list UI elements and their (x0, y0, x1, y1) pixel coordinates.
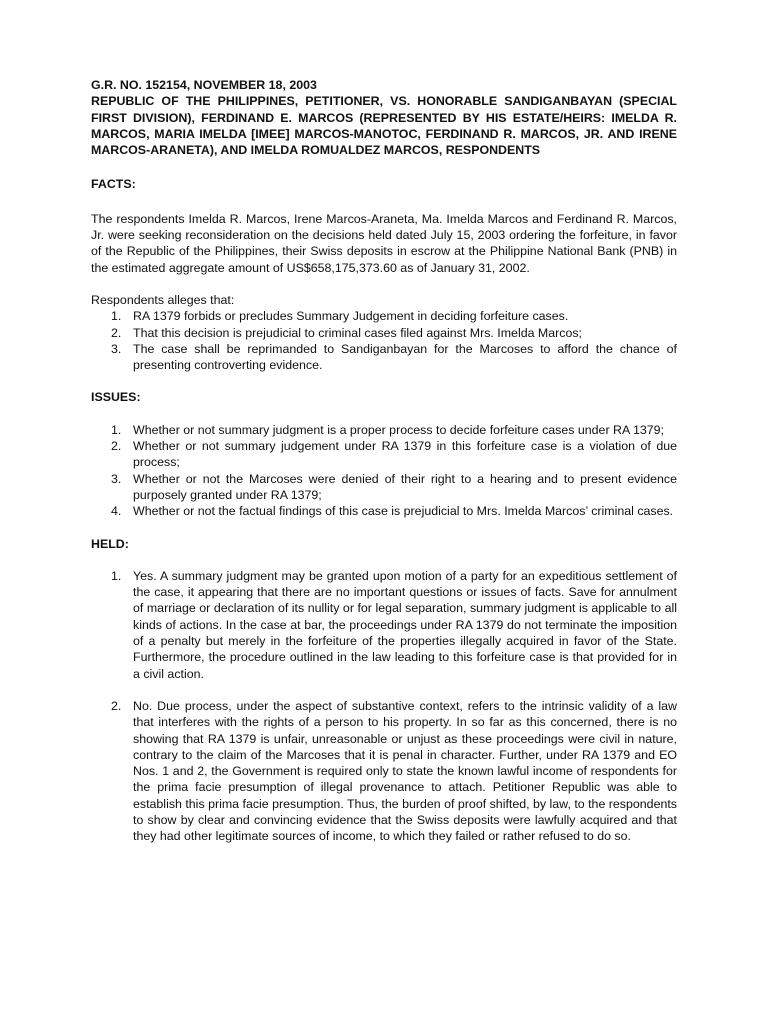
list-item (91, 308, 677, 324)
list-item (91, 422, 677, 438)
list-text: Whether or not summary judgement under RA 1379 in this forfeiture case is a violation of due process; (133, 439, 677, 470)
document-body (91, 77, 677, 845)
list-item (91, 471, 677, 504)
list-number: 3. (111, 341, 122, 356)
list-item (91, 341, 677, 374)
list-text: RA 1379 forbids or precludes Summary Judgement in deciding forfeiture cases. (133, 309, 569, 324)
allegations-list (91, 308, 677, 373)
list-number: 1. (111, 309, 122, 324)
facts-heading: FACTS: (91, 177, 136, 192)
list-number: 4. (111, 504, 122, 519)
list-text: Whether or not the factual findings of this case is prejudicial to Mrs. Imelda Marcos’ criminal cases. (133, 504, 674, 519)
list-text: Yes. A summary judgment may be granted upon motion of a party for an expeditious settlement of the case, it appearing that there are no important questions or issues of facts. Save for annulment of marriage or declaration of its nullity or for legal separation, summary judgment is applicable to all kinds of actions. In the case at bar, the proceedings under RA 1379 do not terminate the imposition of a penalty but merely in the forfeiture of the properties illegally acquired in favor of the State. Furthermore, the procedure outlined in the law leading to this forfeiture case is that provided for in a civil action. (133, 568, 677, 681)
list-item (91, 325, 677, 341)
issues-list (91, 422, 677, 520)
list-number: 1. (111, 422, 122, 437)
list-text: No. Due process, under the aspect of substantive context, refers to the intrinsic validity of a law that interferes with the rights of a person to his property. In so far as this concerned, there is no showing that RA 1379 is unfair, unreasonable or unjust as these proceedings were civil in nature, contrary to the claim of the Marcoses that it is penal in character. Further, under RA 1379 and EO Nos. 1 and 2, the Government is required only to state the known lawful income of respondents for the prima facie presumption of illegal provenance to attach. Petitioner Republic was able to establish this prima facie presumption. Thus, the burden of proof shifted, by law, to the respondents to show by clear and convincing evidence that the Swiss deposits were lawfully acquired and that they had other legitimate sources of income, to which they failed or rather refused to do so. (133, 698, 677, 844)
list-number: 1. (111, 568, 122, 583)
list-item (91, 698, 677, 845)
list-text: That this decision is prejudicial to criminal cases filed against Mrs. Imelda Marcos; (133, 325, 582, 340)
list-text: Whether or not the Marcoses were denied of their right to a hearing and to present evidence purposely granted under RA 1379; (133, 471, 677, 502)
list-number: 2. (111, 439, 122, 454)
list-number: 2. (111, 698, 122, 713)
held-list (91, 568, 677, 845)
case-title: REPUBLIC OF THE PHILIPPINES, PETITIONER, VS. HONORABLE SANDIGANBAYAN (SPECIAL FIRST DIVISION), FERDINAND E. MARCOS (REPRESENTED BY HIS ESTATE/HEIRS: IMELDA R. MARCOS, MARIA IMELDA [IMEE] MARCOS-MANOTOC, FERDINAND R. MARCOS, JR. AND IRENE MARCOS-ARANETA), AND IMELDA ROMUALDEZ MARCOS, RESPONDENTS (91, 94, 677, 158)
held-heading: HELD: (91, 536, 129, 551)
list-text: Whether or not summary judgment is a proper process to decide forfeiture cases under RA 1379; (133, 422, 664, 437)
list-item (91, 438, 677, 471)
list-text: The case shall be reprimanded to Sandiganbayan for the Marcoses to afford the chance of presenting controverting evidence. (133, 341, 677, 373)
list-number: 3. (111, 471, 122, 486)
list-number: 2. (111, 325, 122, 340)
list-item (91, 503, 677, 519)
issues-heading: ISSUES: (91, 390, 141, 405)
facts-paragraph: The respondents Imelda R. Marcos, Irene Marcos-Araneta, Ma. Imelda Marcos and Ferdinand R. Marcos, Jr. were seeking reconsideration on the decisions held dated July 15, 2003 ordering the forfeiture, in favor of the Republic of the Philippines, their Swiss deposits in escrow at the Philippine National Bank (PNB) in the estimated aggregate amount of US$658,175,373.60 as of January 31, 2002. (91, 211, 677, 275)
case-number: G.R. NO. 152154, NOVEMBER 18, 2003 (91, 78, 317, 92)
list-item (91, 568, 677, 682)
allegations-intro: Respondents alleges that: (91, 292, 235, 307)
